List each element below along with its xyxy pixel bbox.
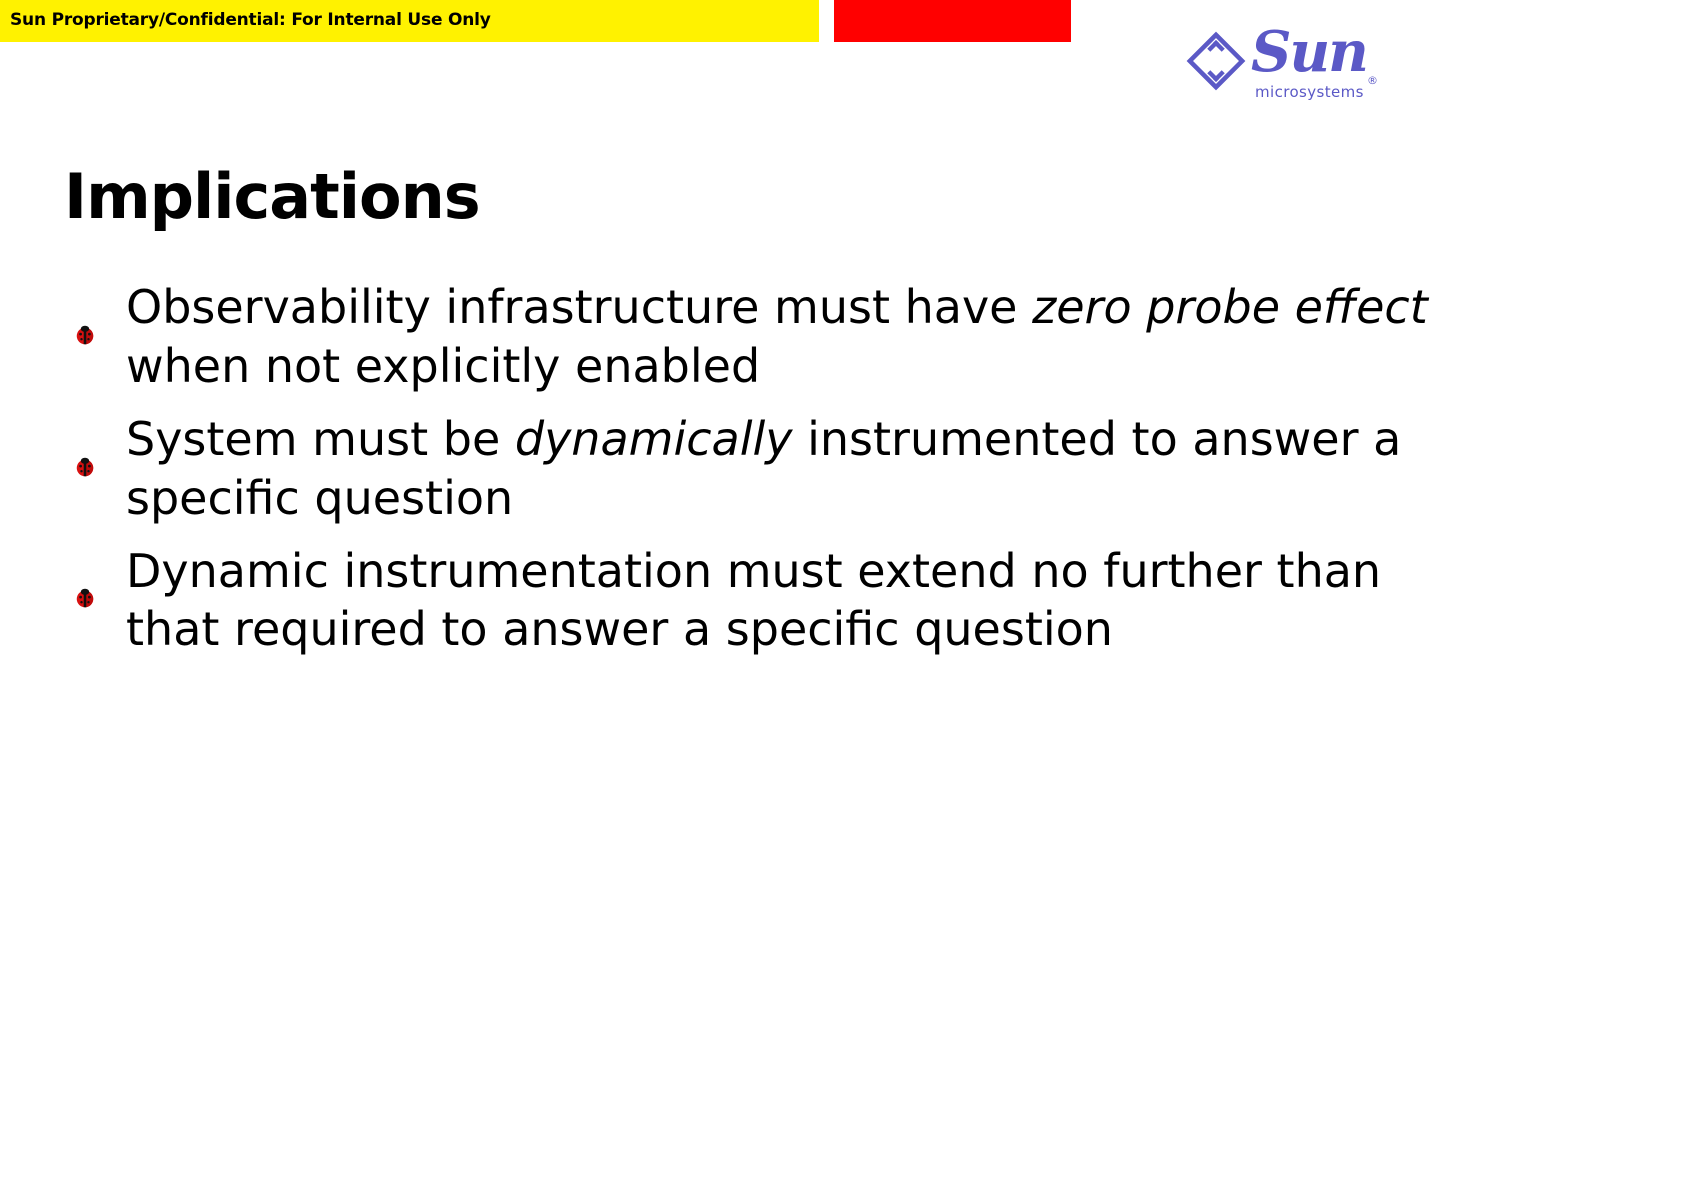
sun-logo-mark-icon xyxy=(1185,30,1247,92)
ladybug-bullet-icon xyxy=(74,432,96,452)
page-title: Implications xyxy=(64,159,480,233)
ladybug-bullet-icon xyxy=(74,300,96,320)
bullet-item xyxy=(62,278,1482,396)
bullet-text xyxy=(126,280,1428,393)
bullet-text-run: Dynamic instrumentation must extend no further than that required to answer a specific question xyxy=(126,543,1382,657)
sun-logo xyxy=(1185,19,1380,101)
registered-trademark-icon: ® xyxy=(1367,74,1378,87)
bullet-text xyxy=(126,412,1401,525)
ladybug-bullet-icon xyxy=(74,564,96,584)
bullet-text-run: System must be xyxy=(126,411,515,466)
bullet-text xyxy=(126,544,1381,657)
bullet-emphasis: zero probe effect xyxy=(1032,280,1428,334)
bullet-text-run: instrumented to answer a specific question xyxy=(126,411,1402,525)
bullet-emphasis: dynamically xyxy=(514,411,793,466)
bullet-item xyxy=(62,542,1482,660)
sun-logo-subtext: microsystems xyxy=(1255,83,1364,101)
sun-wordmark: Sun xyxy=(1251,19,1367,85)
bullet-item xyxy=(62,410,1482,528)
banner-text: Sun Proprietary/Confidential: For Internal Use Only xyxy=(10,10,491,30)
bullet-text-run: Observability infrastructure must have xyxy=(126,280,1033,334)
banner-red-block xyxy=(834,0,1071,42)
confidentiality-banner xyxy=(0,0,1684,42)
bullet-text-run: when not explicitly enabled xyxy=(126,338,761,393)
bullet-list xyxy=(62,278,1482,673)
